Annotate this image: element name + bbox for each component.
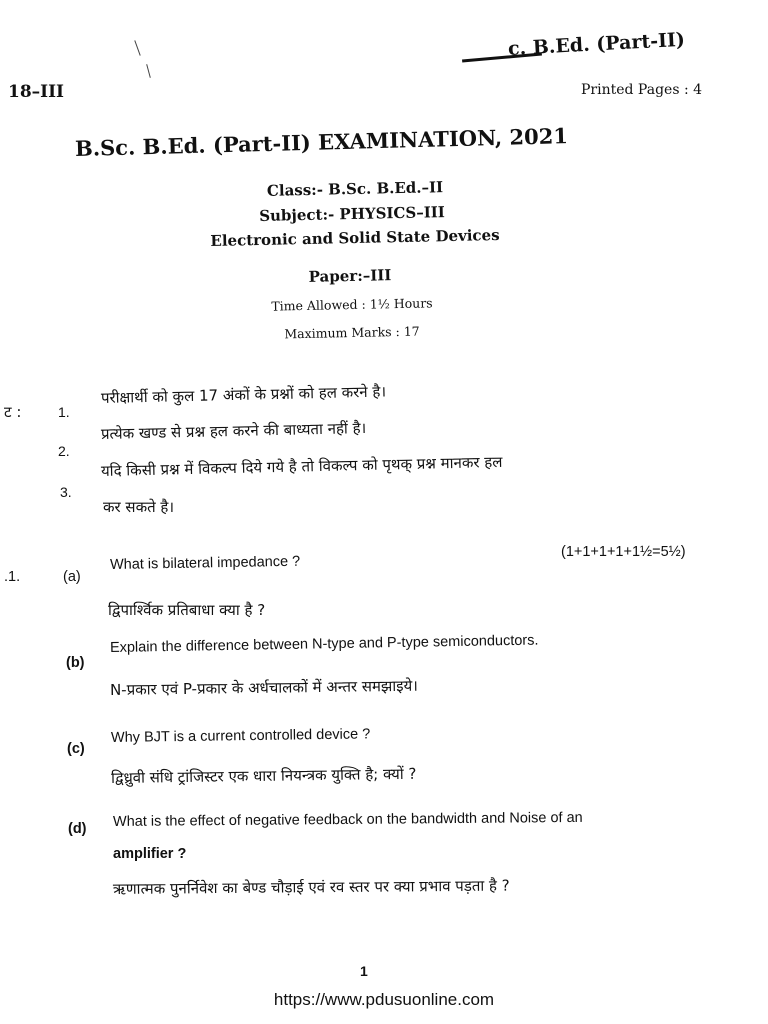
part-question-en: What is bilateral impedance ?	[109, 553, 301, 573]
part-label: (a)	[63, 569, 81, 585]
part-question-hi: द्विपार्श्विक प्रतिबाधा क्या है ?	[108, 601, 266, 619]
part-question-en: Explain the difference between N-type and P-type semiconductors.	[109, 632, 539, 656]
question-number: .1.	[4, 569, 21, 585]
note-text: परीक्षार्थी को कुल 17 अंकों के प्रश्नों को हल करने है।	[100, 382, 387, 407]
class-line: Class:- B.Sc. B.Ed.–II	[266, 178, 444, 200]
scan-mark	[146, 64, 151, 78]
subject-line: Subject:- PHYSICS–III	[259, 203, 445, 225]
part-label: (b)	[66, 655, 85, 671]
part-question-hi: ऋणात्मक पुनर्निवेश का बेण्ड चौड़ाई एवं रव स्तर पर क्या प्रभाव पड़ता है ?	[112, 876, 510, 898]
part-question-en: What is the effect of negative feedback on the bandwidth and Noise of an	[112, 809, 583, 830]
part-question-hi: द्विध्रुवी संधि ट्रांजिस्टर एक धारा नियन्त्रक युक्ति है; क्यों ?	[110, 764, 417, 787]
note-number: 3.	[60, 484, 72, 500]
printed-pages: Printed Pages : 4	[581, 82, 703, 98]
exam-title: B.Sc. B.Ed. (Part-II) EXAMINATION, 2021	[74, 123, 569, 161]
page-number: 1	[360, 963, 368, 979]
note-text: प्रत्येक खण्ड से प्रश्न हल करने की बाध्यता नहीं है।	[100, 418, 367, 443]
part-question-en: Why BJT is a current controlled device ?	[110, 726, 371, 746]
max-marks: Maximum Marks : 17	[284, 323, 420, 342]
course-title: Electronic and Solid State Devices	[210, 225, 500, 251]
question-marks: (1+1+1+1+1½=5½)	[561, 544, 686, 560]
scan-mark	[134, 40, 140, 55]
note-text-continued: कर सकते है।	[103, 498, 175, 516]
paper-line: Paper:–III	[308, 266, 392, 286]
part-label: (d)	[68, 821, 87, 837]
note-number: 2.	[58, 443, 70, 459]
note-number: 1.	[58, 404, 70, 420]
note-text: यदि किसी प्रश्न में विकल्प दिये गये है तो विकल्प को पृथक् प्रश्न मानकर हल	[100, 452, 503, 480]
time-allowed: Time Allowed : 1½ Hours	[271, 295, 433, 314]
header-top-right: c. B.Ed. (Part-II)	[507, 28, 686, 60]
part-label: (c)	[67, 741, 85, 757]
part-question-hi: N-प्रकार एवं P-प्रकार के अर्धचालकों में अन्तर समझाइये।	[109, 676, 419, 699]
part-question-en-continued: amplifier ?	[113, 846, 187, 862]
notes-label: ट :	[4, 403, 22, 421]
paper-code: 18–III	[8, 82, 65, 102]
footer-url: https://www.pdusuonline.com	[273, 990, 495, 1009]
